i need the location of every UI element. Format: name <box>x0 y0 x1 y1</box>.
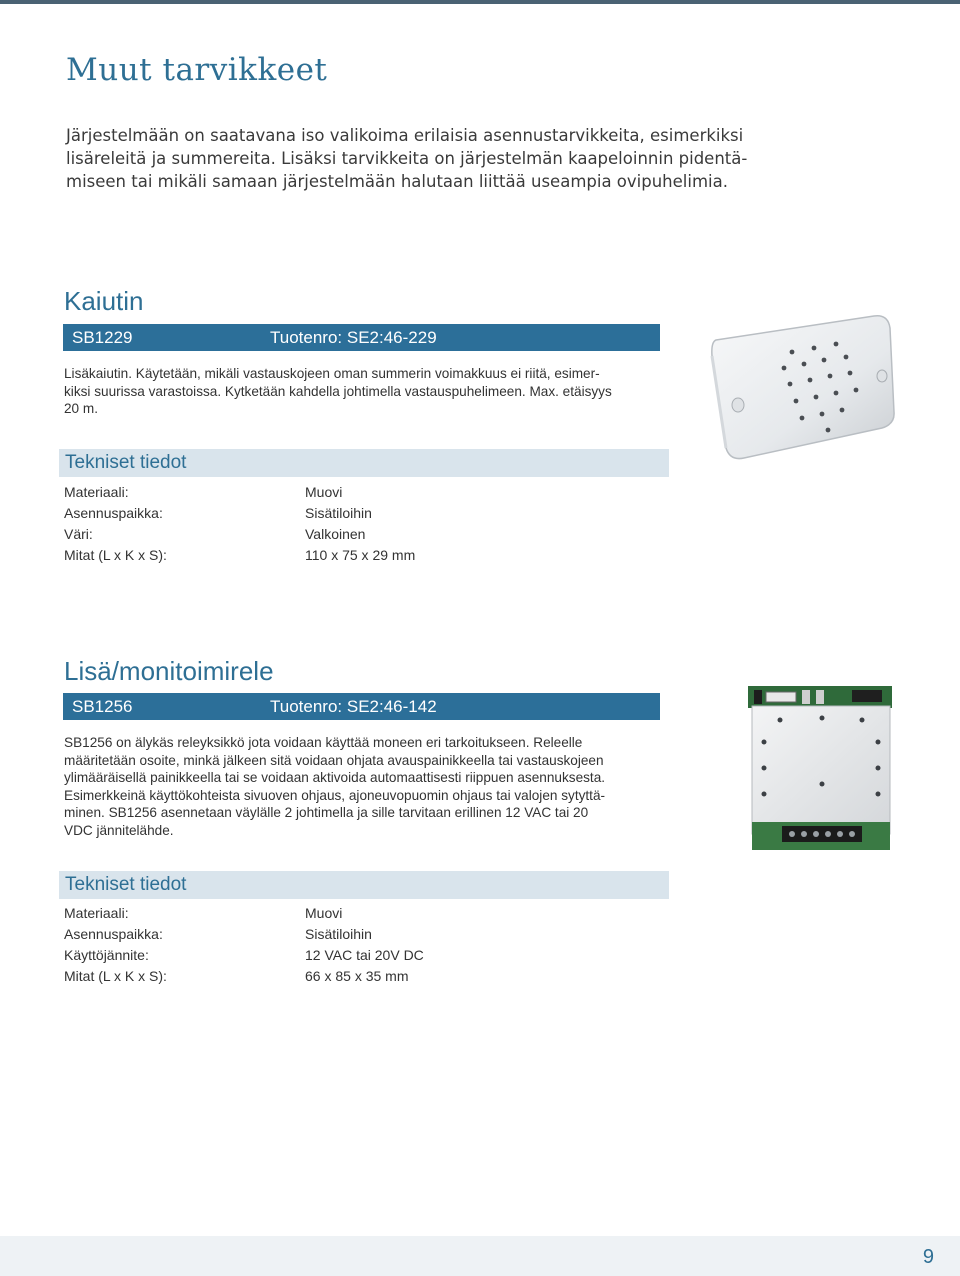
relay-product-image <box>742 684 898 854</box>
spec-value: Valkoinen <box>305 526 366 542</box>
rele-title: Lisä/monitoimirele <box>64 656 274 686</box>
kaiutin-spec-header <box>59 449 669 477</box>
rele-description <box>64 734 664 839</box>
spec-title: Tekniset tiedot <box>65 874 187 895</box>
intro-line: Järjestelmään on saatavana iso valikoima erilaisia asennustarvikkeita, esimerkiksi <box>66 126 744 145</box>
spec-label: Mitat (L x K x S): <box>64 547 167 563</box>
kaiutin-description <box>64 365 664 418</box>
page-title: Muut tarvikkeet <box>66 52 328 88</box>
speaker-product-image <box>706 312 896 462</box>
kaiutin-product-bar <box>63 324 660 351</box>
description-line: ylimääräisellä painikkeella tai se voidaan aktivoida automaattisesti riippuen asennuksesta. <box>64 770 606 785</box>
spec-label: Asennuspaikka: <box>64 926 163 942</box>
spec-value: Muovi <box>305 905 343 921</box>
product-code: SB1256 <box>72 697 133 716</box>
spec-title: Tekniset tiedot <box>65 452 187 473</box>
spec-label: Materiaali: <box>64 905 129 921</box>
spec-label: Käyttöjännite: <box>64 947 149 963</box>
intro-paragraph <box>66 124 766 193</box>
spec-value: 110 x 75 x 29 mm <box>305 547 416 563</box>
description-line: minen. SB1256 asennetaan väylälle 2 johtimella ja sille tarvitaan erillinen 12 VAC tai 20 <box>64 805 589 820</box>
description-line: 20 m. <box>64 401 98 416</box>
rele-product-bar <box>63 693 660 720</box>
spec-value: Sisätiloihin <box>305 505 372 521</box>
description-line: SB1256 on älykäs releyksikkö jota voidaan käyttää moneen eri tarkoitukseen. Releelle <box>64 735 583 750</box>
top-rule <box>0 0 960 4</box>
spec-value: Muovi <box>305 484 343 500</box>
product-code: SB1229 <box>72 328 133 347</box>
footer-bar <box>0 1236 960 1276</box>
intro-line: miseen tai mikäli samaan järjestelmään halutaan liittää useampia ovipuhelimia. <box>66 172 728 191</box>
rele-spec-header <box>59 871 669 899</box>
spec-value: 66 x 85 x 35 mm <box>305 968 409 984</box>
page-number: 9 <box>922 1246 934 1268</box>
spec-value: 12 VAC tai 20V DC <box>305 947 424 963</box>
kaiutin-title: Kaiutin <box>64 286 144 316</box>
spec-label: Asennuspaikka: <box>64 505 163 521</box>
intro-line: lisäreleitä ja summereita. Lisäksi tarvikkeita on järjestelmän kaapeloinnin pidentä- <box>66 149 748 168</box>
description-line: Lisäkaiutin. Käytetään, mikäli vastauskojeen oman summerin voimakkuus ei riitä, esimer- <box>64 366 600 381</box>
description-line: Esimerkkeinä käyttökohteista sivuoven ohjaus, ajoneuvopuomin ohjaus tai valojen sytyttä- <box>64 787 606 803</box>
product-number: Tuotenro: SE2:46-142 <box>270 697 437 716</box>
spec-value: Sisätiloihin <box>305 926 372 942</box>
description-line: VDC jännitelähde. <box>64 822 174 838</box>
description-line: kiksi suurissa varastoissa. Kytketään kahdella johtimella vastauspuhelimeen. Max. etäisyys <box>64 383 612 399</box>
spec-label: Väri: <box>64 526 93 542</box>
description-line: määritetään osoite, minkä jälkeen sitä voidaan ohjata avauspainikkeella tai vastauskojeen <box>64 752 604 768</box>
product-number: Tuotenro: SE2:46-229 <box>270 328 437 347</box>
spec-label: Mitat (L x K x S): <box>64 968 167 984</box>
spec-label: Materiaali: <box>64 484 129 500</box>
